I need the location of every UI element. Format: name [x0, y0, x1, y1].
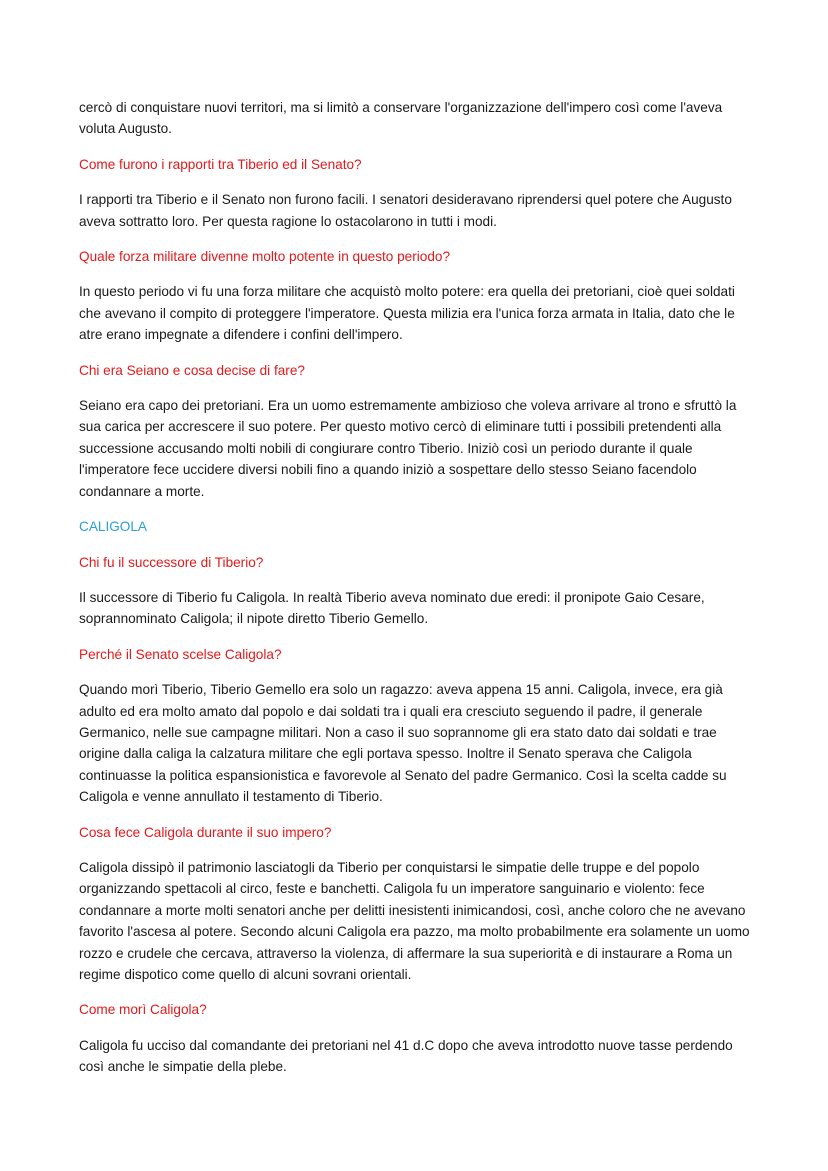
- paragraph-military-force: In questo periodo vi fu una forza militare che acquistò molto potere: era quella dei pretoriani, cioè quei soldati che avevano il compito di proteggere l'imperatore. Questa milizia era l'unica forza armata in Italia, dato che le atre erano impegnate a difendere i confini dell'impero.: [79, 284, 735, 343]
- paragraph-senate-choice: Quando morì Tiberio, Tiberio Gemello era solo un ragazzo: aveva appena 15 anni. Caligola, invece, era già adulto ed era molto amato dal popolo e dai soldati tra i quali era cresciuto seguendo il padre, il generale Germanico, nelle sue campagne militari. Non a caso il suo soprannome gli era stato dato dai soldati e trae origine dalla caliga la calzatura militare che egli portava spesso. Inoltre il Senato sperava che Caligola continuasse la politica espansionistica e favorevole al Senato del padre Germanico. Così la scelta cadde su Caligola e venne annullato il testamento di Tiberio.: [79, 682, 727, 805]
- question-heading-caligola-rule: Cosa fece Caligola durante il suo impero?: [79, 824, 332, 840]
- document-page: [79, 97, 759, 1092]
- paragraph-seiano: Seiano era capo dei pretoriani. Era un uomo estremamente ambizioso che voleva arrivare al trono e sfruttò la sua carica per accrescere il suo potere. Per questo motivo cercò di eliminare tutti i possibili pretendenti alla successione accusando molti nobili di congiurare contro Tiberio. Iniziò così un periodo durante il quale l'imperatore fece uccidere diversi nobili fino a quando iniziò a sospettare dello stesso Seiano facendolo condannare a morte.: [79, 398, 737, 499]
- paragraph-caligola-death: Caligola fu ucciso dal comandante dei pretoriani nel 41 d.C dopo che aveva introdotto nuove tasse perdendo così anche le simpatie della plebe.: [79, 1037, 733, 1075]
- question-heading-senate-choice: Perché il Senato scelse Caligola?: [79, 646, 282, 662]
- question-heading-seiano: Chi era Seiano e cosa decise di fare?: [79, 362, 305, 378]
- paragraph-intro-continuation: cercò di conquistare nuovi territori, ma si limitò a conservare l'organizzazione dell'impero così come l'aveva voluta Augusto.: [79, 100, 723, 137]
- question-heading-senate-relations: Come furono i rapporti tra Tiberio ed il Senato?: [79, 156, 362, 172]
- paragraph-successor: Il successore di Tiberio fu Caligola. In realtà Tiberio aveva nominato due eredi: il pronipote Gaio Cesare, soprannominato Caligola; il nipote diretto Tiberio Gemello.: [79, 589, 705, 627]
- question-heading-caligola-death: Come morì Caligola?: [79, 1002, 207, 1018]
- paragraph-caligola-rule: Caligola dissipò il patrimonio lasciatogli da Tiberio per conquistarsi le simpatie delle truppe e del popolo organizzando spettacoli al circo, feste e banchetti. Caligola fu un imperatore sanguinario e violento: fece condannare a morte molti senatori anche per delitti inesistenti inimicandosi, così, anche coloro che ne avevano favorito l'ascesa al potere. Secondo alcuni Caligola era pazzo, ma molto probabilmente era solamente un uomo rozzo e crudele che cercava, attraverso la violenza, di affermare la sua superiorità e di instaurare a Roma un regime dispotico come quello di alcuni sovrani orientali.: [79, 859, 750, 982]
- question-heading-military-force: Quale forza militare divenne molto potente in questo periodo?: [79, 249, 451, 265]
- section-heading-caligola: CALIGOLA: [79, 519, 147, 535]
- paragraph-senate-relations: I rapporti tra Tiberio e il Senato non furono facili. I senatori desideravano riprendersi quel potere che Augusto aveva sottratto loro. Per questa ragione lo ostacolarono in tutti i modi.: [79, 192, 732, 229]
- question-heading-successor: Chi fu il successore di Tiberio?: [79, 554, 264, 570]
